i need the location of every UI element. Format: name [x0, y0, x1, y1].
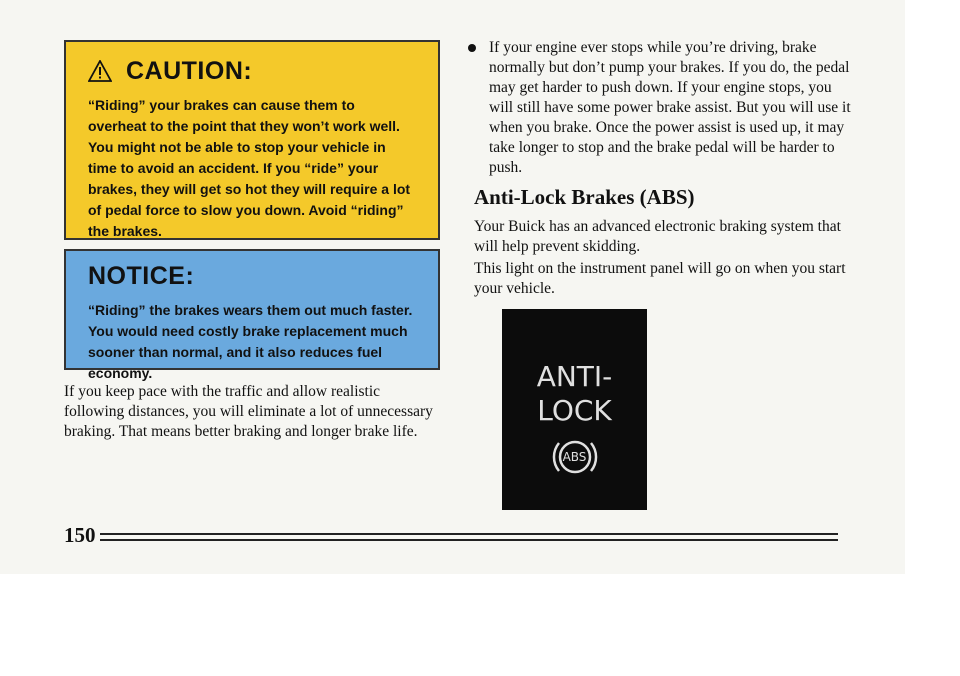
bullet-text: If your engine ever stops while you’re driving, brake normally but don’t pump your brakes. If you do, the pedal may get harder to push down. If your engine stops, you will still have some power brake assist. But you will use it when you brake. Once the power assist is used up, it may take longer to stop and the brake pedal will be harder to push.: [489, 39, 851, 176]
lamp-line-2: LOCK: [537, 394, 612, 427]
caution-text: “Riding” your brakes can cause them to overheat to the point that they won’t work well. You might not be able to stop your vehicle in time to avoid an accident. If you “ride” your brakes, they will get so hot they will require a lot of pedal force to slow you down. Avoid “riding” the brakes.: [88, 97, 411, 239]
footer-rule-bottom: [100, 539, 838, 541]
section-heading: Anti-Lock Brakes (ABS): [474, 185, 695, 209]
footer-rule-top: [100, 533, 838, 535]
caution-header: [88, 56, 416, 86]
caution-box: [64, 40, 440, 240]
abs-icon-label: ABS: [562, 450, 587, 464]
braking-paragraph: If you keep pace with the traffic and allow realistic following distances, you will eliminate a lot of unnecessary braking. That means better braking and longer brake life.: [64, 383, 433, 440]
page-number: 150: [64, 523, 96, 547]
abs-intro-paragraph: Your Buick has an advanced electronic braking system that will help prevent skidding.: [474, 218, 841, 255]
anti-lock-warning-lamp: [502, 309, 647, 510]
abs-light-paragraph: This light on the instrument panel will go on when you start your vehicle.: [474, 260, 846, 297]
notice-box: [64, 249, 440, 381]
notice-title: NOTICE:: [88, 262, 195, 290]
bullet-icon: [468, 44, 476, 52]
warning-triangle-icon: [88, 60, 112, 82]
notice-text: “Riding” the brakes wears them out much faster. You would need costly brake replacement much sooner than normal, and it also reduces fuel economy.: [88, 302, 413, 381]
engine-stop-bullet: [468, 38, 858, 178]
lamp-line-1: ANTI-: [536, 360, 613, 393]
caution-title: CAUTION:: [126, 57, 253, 85]
